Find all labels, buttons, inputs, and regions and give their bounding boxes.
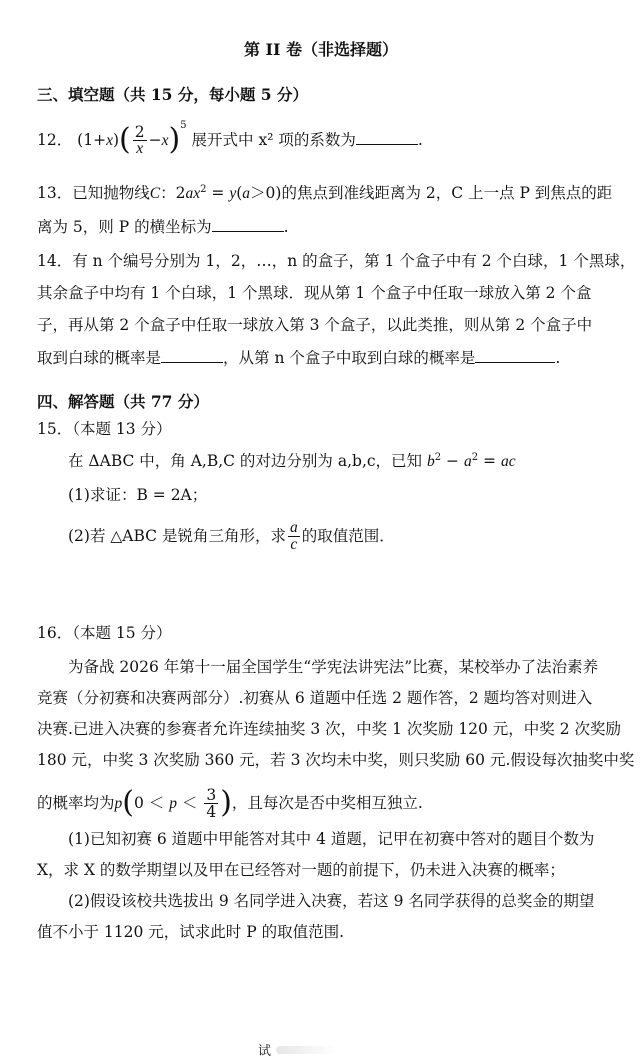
question-16-line-3: 决赛.已进入决赛的参赛者允许连续抽奖 3 次，中奖 1 次奖励 120 元，中奖 2 次奖励 xyxy=(37,720,622,738)
probability-range: p(0 ＜ p ＜ $\frac{3}{4}$ ) xyxy=(114,784,232,822)
question-14-line-4 xyxy=(37,348,560,368)
question-13-text-c: 离为 5，则 P 的横坐标为 xyxy=(37,218,212,236)
question-13-line-1 xyxy=(37,184,612,204)
question-12-formula: (1+x)( $\frac{2}{x}$ −x)$^5$ xyxy=(77,120,187,158)
question-16-line-5 xyxy=(37,784,423,822)
question-15-text: 在 ΔABC 中，角 A,B,C 的对边分别为 a,b,c，已知 xyxy=(68,452,423,471)
question-12-end: . xyxy=(417,130,423,149)
question-14-text-a: 取到白球的概率是 xyxy=(37,349,162,367)
question-14-line-3: 子，再从第 2 个盒子中任取一球放入第 3 个盒子，以此类推，则从第 2 个盒子中 xyxy=(37,316,593,334)
question-15-part-2-text-b: 的取值范围． xyxy=(301,526,395,545)
question-16-header: 16．（本题 15 分） xyxy=(37,624,172,642)
question-15-part-2 xyxy=(68,520,395,554)
question-15-part-2-text-a: (2)若 △ABC 是锐角三角形，求 xyxy=(68,526,286,545)
question-16-part-2-line-1: (2)假设该校共选拔出 9 名同学进入决赛，若这 9 名同学获得的总奖金的期望 xyxy=(68,892,595,910)
question-15-part-1: (1)求证：B = 2A； xyxy=(68,486,208,504)
question-13-text-b: 的焦点到准线距离为 2，C 上一点 P 到焦点的距 xyxy=(281,184,613,203)
question-12 xyxy=(37,120,423,158)
section-fill-in-heading: 三、填空题（共 15 分，每小题 5 分） xyxy=(37,85,308,104)
answer-blank-14b xyxy=(475,348,555,363)
question-16-part-1-line-1: (1)已知初赛 6 道题中甲能答对其中 4 道题，记甲在初赛中答对的题目个数为 xyxy=(68,830,595,848)
answer-blank-13 xyxy=(212,217,284,232)
question-16-text-a: 的概率均为 xyxy=(37,793,115,812)
page-footer: 试 xyxy=(258,1044,272,1059)
question-14-line-2: 其余盒子中均有 1 个白球，1 个黑球．现从第 1 个盒子中任取一球放入第 2 个盒 xyxy=(37,284,592,302)
question-15-line-1 xyxy=(68,452,516,472)
page-title: 第 II 卷（非选择题） xyxy=(243,40,399,59)
question-14-end: . xyxy=(555,349,561,367)
question-16-line-1: 为备战 2026 年第十一届全国学生“学宪法讲宪法”比赛，某校举办了法治素养 xyxy=(68,658,599,676)
question-14-line-1: 14．有 n 个编号分别为 1，2，…，n 的盒子，第 1 个盒子中有 2 个白球，1 个黑球， xyxy=(37,252,636,270)
question-15-header: 15．（本题 13 分） xyxy=(37,420,172,438)
question-16-text-b: ，且每次是否中奖相互独立. xyxy=(231,793,423,812)
question-16-line-2: 竞赛（分初赛和决赛两部分）.初赛从 6 道题中任选 2 题作答，2 题均答对则进入 xyxy=(37,689,593,707)
question-13-formula: C：$2ax^2 = y(a>0)$ xyxy=(149,184,282,203)
answer-blank-14a xyxy=(161,348,223,363)
question-14-text-b: ，从第 n 个盒子中取到白球的概率是 xyxy=(223,349,476,367)
answer-blank-12 xyxy=(356,130,418,145)
question-15-condition: $b^2 - a^2$ = ac xyxy=(427,452,516,471)
question-16-line-4: 180 元，中奖 3 次奖励 360 元，若 3 次均未中奖，则只奖励 60 元.假设每次抽奖中奖 xyxy=(37,751,635,769)
footer-fade xyxy=(276,1046,336,1054)
question-12-text: 展开式中 x² 项的系数为 xyxy=(191,130,356,149)
fraction-a-over-c: $\frac{a}{c}$ xyxy=(289,519,298,554)
question-13-end: . xyxy=(283,218,289,236)
question-16-part-1-line-2: X，求 X 的数学期望以及甲在已经答对一题的前提下，仍未进入决赛的概率； xyxy=(37,861,565,879)
question-16-part-2-line-2: 值不小于 1120 元，试求此时 P 的取值范围. xyxy=(37,923,345,941)
question-13-line-2 xyxy=(37,217,289,237)
question-12-number: 12． xyxy=(37,130,73,149)
section-answer-heading: 四、解答题（共 77 分） xyxy=(37,392,209,411)
question-13-text-a: 13．已知抛物线 xyxy=(37,184,150,203)
